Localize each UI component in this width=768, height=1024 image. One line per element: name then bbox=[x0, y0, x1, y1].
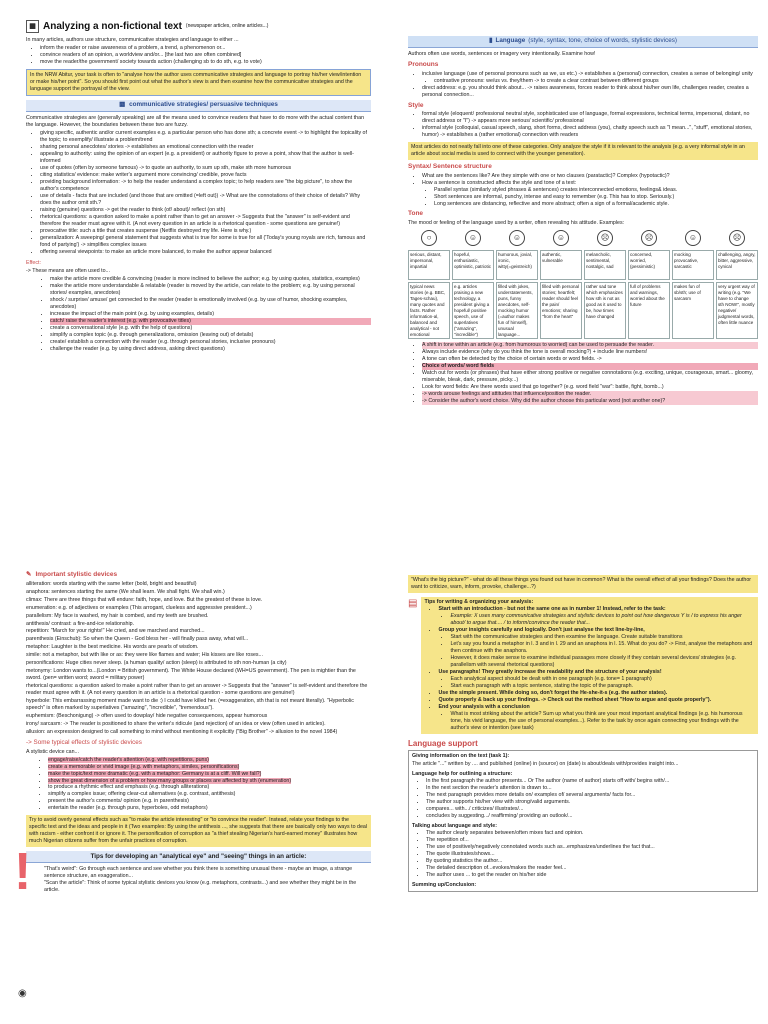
list-item: • contrastive pronouns: we/us vs. they/them -> to create a clear contrast between different groups bbox=[434, 78, 758, 85]
device-entry: metonymy: London wants to...(London = British government). The White House declared (WH=US government). The pen is mightier than the sword. (pen= written word; sword = military power) bbox=[26, 668, 356, 682]
big-picture-note: "What's the big picture?" - what do all these things you found out have in common? What is the overall effect of all your findings? Does the author want to criticize, warn, inform, provoke, challenge...?) bbox=[408, 575, 758, 593]
list-item: • engage/raise/catch the reader's attention (e.g. with repetitions, puns) bbox=[48, 757, 371, 764]
list-item: • raising (genuine) questions -> get the reader to think (of/ about)/ reflect (on sth) bbox=[40, 207, 371, 214]
list-item: "Scan the article": Think of some typical stylistic devices you know (e.g. metaphors, contrasts...) and see whether they might be in the article. bbox=[44, 880, 357, 894]
sad-face-icon: ☹ bbox=[597, 230, 613, 246]
list-item: • Quote properly & back up your findings. -> Check out the method sheet "How to argue and quote properly"). bbox=[438, 697, 755, 704]
devices-heading: ✎ Important stylistic devices bbox=[26, 571, 118, 578]
device-entry: alliteration: words starting with the same letter (bold, bright and beautiful) bbox=[26, 580, 197, 587]
list-item: • giving specific, authentic and/or current examples e.g. a particular person who has done sth; a concrete event -> to highlight the topicality of the topic; to exemplify/ illustrate a problem/trend bbox=[40, 130, 371, 144]
list-item: • increase the impact of the main point (e.g. by using examples, details) bbox=[50, 311, 371, 318]
list-item: • Parallel syntax (similarly styled phrases & sentences) creates interconnected emotions, feelings& ideas. bbox=[434, 187, 758, 194]
device-entry: simile: not a metaphor, but with like or as: they were like flames and water; His kisses are like roses... bbox=[26, 652, 263, 659]
avoid-note: Try to avoid overly general effects such as "to make the article interesting" or "to convince the reader". Instead, relate your findings to the specific text and the ideas and people in it (Two examples: By using the antithesis ..., she suggests that there are basically only two ways to deal with racism - either confront it or ignore it. The personification of corruption as "a thief stealing Nigerian's hard-earned money" illustrates how much Nigerian citizens suffer from the unfair practices of corruption. bbox=[26, 815, 371, 847]
device-entry: parallelism: My face is washed, my hair is combed, and my teeth are brushed. bbox=[26, 612, 209, 619]
worried-face-icon: ☹ bbox=[641, 230, 657, 246]
effects-list bbox=[26, 276, 371, 353]
devices-list bbox=[26, 581, 371, 737]
device-entry: climax: There are three things that will endure: faith, hope, and love. But the greatest of these is love. bbox=[26, 596, 263, 603]
tone-example: full of problems and warnings, worried about the future bbox=[628, 282, 670, 339]
list-item: • Start with the communicative strategies and then examine the language. Create suitable transitions bbox=[450, 634, 755, 641]
list-item: • The author uses ... to get the reader on his/her side bbox=[426, 872, 754, 879]
list-item: • informal style (colloquial, casual speech, slang, short forms, direct address (you), chatty speech such as "I mean...", "stuff", emotional stories, humor) -> establishes a (rather emotional) connection with readers bbox=[422, 125, 758, 139]
device-entry: repetition: "March for your rights!" He cried, and we marched and marched... bbox=[26, 628, 205, 635]
language-intro: Authors often use words, sentences or imagery very intentionally. Examine how! bbox=[408, 51, 596, 57]
tone-table bbox=[408, 250, 758, 339]
tone-example: filled with jokes, understatements, puns, funny anecdotes, self-mocking humor (=author makes fun of himself), unusual language... bbox=[496, 282, 538, 339]
list-item: • How a sentence is constructed affects the style and tone of a text: bbox=[422, 180, 758, 187]
syntax-list bbox=[408, 173, 758, 208]
list-item: • generalization: A sweeping/ general statement that suggests what is true for some is true for all ('Today's young royals are rich, famous and fond of partying') -> simplifies complex issues bbox=[40, 235, 371, 249]
language-support-heading: Language support bbox=[408, 738, 478, 748]
speech-bubble-icon: ▮ bbox=[489, 37, 493, 45]
tips-list bbox=[26, 866, 371, 894]
device-effects-list bbox=[26, 757, 371, 813]
main-title: ▦ Analyzing a non-fictional text (newspaper articles, online articles...) bbox=[26, 20, 371, 33]
list-item: • appealing to authority: using the opinion of an expert (e.g. a president) or authority figure to prove a point, show that the author is well-informed bbox=[40, 151, 371, 165]
list-item: • Let's say you found a metaphor in l. 3 and in l. 29 and an anaphora in l. 15. What do you do? -> First, analyse the metaphors and then continue with the anaphora. bbox=[450, 641, 755, 655]
list-item: • Choice of words/ word fields bbox=[422, 363, 758, 370]
tone-cell: concerned, worried, (pessimistic) bbox=[628, 250, 670, 280]
pencil-icon: ✎ bbox=[26, 571, 32, 578]
list-item: • What is most striking about the article? Sum up what you think are your most important analytical findings (e.g. his humorous tone, his vivid language, the use of personal examples...). Refer to the task by once again connecting your findings with the author's view or intention (see task) bbox=[450, 711, 755, 732]
list-item: • Start each paragraph with a topic sentence, stating the topic of the paragraph. bbox=[450, 683, 755, 690]
tone-intro: The mood or feeling of the language used by a writer, often revealing his attitude. Examples: bbox=[408, 220, 625, 227]
device-entry: personifications: Huge cities never sleep. (a human quality/ action (sleep) is attributed to sth non-human (a city) bbox=[26, 660, 287, 667]
giving-info-heading: Giving information on the text (task 1): bbox=[412, 753, 510, 760]
list-item: • Use the simple present. While doing so, don't forget the He-she-it-s (e.g. the author states). bbox=[438, 690, 755, 697]
list-item: • A shift in tone within an article (e.g. from humorous to worried) can be used to persuade the reader. bbox=[422, 342, 758, 349]
effects-intro: A stylistic device can... bbox=[26, 748, 79, 755]
sincere-face-icon: ☺ bbox=[553, 230, 569, 246]
intro-list bbox=[26, 45, 371, 66]
list-item: • make the topic/text more dramatic (e.g. with a metaphor: Germany is at a cliff. Will we fall?) bbox=[48, 771, 371, 778]
intro-text: In many articles, authors use structure, communicative strategies and language to either ... bbox=[26, 37, 239, 44]
language-section bbox=[408, 32, 758, 532]
list-item: • direct address: e.g. you should think about... -> raises awareness, forces reader to think about his/her own life, challenges reader, creates a personal connection... bbox=[422, 85, 758, 99]
tone-heading: Tone bbox=[408, 210, 424, 218]
list-item: • create/ establish a connection with the reader (e.g. through personal stories, inclusive pronouns) bbox=[50, 339, 371, 346]
handshake-icon: ▤ bbox=[408, 597, 418, 609]
writing-tips-list bbox=[424, 606, 755, 732]
chart-icon: ▩ bbox=[119, 101, 126, 109]
list-item: • Use paragraphs! They greatly increase the readability and the structure of your analysis! bbox=[438, 669, 755, 676]
tone-cell: mocking provocative, sarcastic bbox=[672, 250, 714, 280]
effect-intro: -> These means are often used to... bbox=[26, 267, 110, 274]
tone-faces bbox=[408, 230, 758, 248]
device-entry: parenthesis (Einschub): So when the Queen - God bless her - will finally pass away, what will... bbox=[26, 636, 249, 643]
device-entry: hyperbole: This embarrassing moment made want to die :) I could have killed her. (=exaggeration, sth that is not meant literally). "Hyperbolic speech" is often marked by superlatives ("amazing", "incredible", "tremendous"). bbox=[26, 698, 354, 712]
outline-list bbox=[412, 778, 754, 820]
list-item: • Watch out for words (or phrases) that have either strong positive or negative connotations (e.g. exciting, unique, courageous, smart... gloomy, miserable, bleak, dark, pressure, picky...) bbox=[422, 370, 758, 384]
list-item: • inclusive language (use of personal pronouns such as we, us etc.) -> establishes a (personal) connection, creates a sense of belonging/ unity bbox=[422, 71, 758, 78]
list-item: • Short sentences are informal, punchy, intense and easy to remember (e.g. This has to stop. Seriously.) bbox=[434, 194, 758, 201]
list-item: • Example: X uses many communicative strategies and stylistic devices to point out how dangerous Y is / to express his anger about/ to argue that.... / to inform/convince the reader that... bbox=[450, 613, 755, 627]
writing-tips-section bbox=[408, 572, 758, 1024]
list-item: • sharing personal anecdotes/ stories -> establishes an emotional connection with the reader bbox=[40, 144, 371, 151]
effect-label: Effect: bbox=[26, 259, 41, 266]
list-item: • create a memorable or vivid image (e.g. with metaphors, similes, personifications) bbox=[48, 764, 371, 771]
list-item: • entertain the reader (e.g. through puns, hyperboles, odd metaphors) bbox=[48, 805, 371, 812]
style-note: Most articles do not neatly fall into one of these categories. Only analyze the style if it is relevant to the analysis (e.g. a very informal style in an article about social media is used to connect with the younger generation). bbox=[408, 142, 758, 160]
list-item: • providing background information: -> to help the reader understand a complex topic; to help readers see "the big picture", to show the author's competence bbox=[40, 179, 371, 193]
device-entry: allusion: an expression designed to call something to mind without mentioning it explicitly ("Big Brother" -> allusion to the novel 1984) bbox=[26, 729, 338, 736]
tone-cell: authentic, vulnerable bbox=[540, 250, 582, 280]
list-item: • formal style (eloquent/ professional neutral style, sophisticated use of language, formal expressions, technical terms, impersonal, distant, no direct address or "I") -> appears more serious/ scientific/ professional bbox=[422, 111, 758, 125]
list-item: • move the reader/the government/ society towards action (challenging sb to do sth, e.g. to vote) bbox=[40, 59, 371, 66]
list-item: • make the article more understandable & relatable (reader is moved by the article, can relate to the problem; e.g. by using personal stories/ examples, anecdotes) bbox=[50, 283, 371, 297]
stylistic-devices-section bbox=[26, 568, 371, 1024]
tone-cell: challenging, angry, bitter, aggressive, cynical bbox=[716, 250, 758, 280]
mocking-face-icon: ☺ bbox=[685, 230, 701, 246]
tips-block bbox=[408, 597, 758, 734]
tone-cell: serious, distant, impersonal, impartial bbox=[408, 250, 450, 280]
list-item: • to produce a rhythmic effect and emphasis (e.g. through alliterations) bbox=[48, 784, 371, 791]
list-item: • The detailed description of...evokes/makes the reader feel... bbox=[426, 865, 754, 872]
list-item: • simplify a complex topic (e.g. through generalizations, omission (leaving out) of details) bbox=[50, 332, 371, 339]
giving-info-text: The article "..." written by .... and published (online) in (source) on (date) is about/deals with/provides insight into... bbox=[412, 761, 679, 768]
talking-list bbox=[412, 830, 754, 879]
tone-example: filled with personal stories; heartfelt; reader should feel the pain/ emotions; sharing "from the heart" bbox=[540, 282, 582, 339]
list-item: • Each analytical aspect should be dealt with in one paragraph (e.g. tone= 1 paragraph) bbox=[450, 676, 755, 683]
list-item: • Long sentences are distancing, reflective and more abstract; often a sign of a formal/academic style. bbox=[434, 201, 758, 208]
hopeful-face-icon: ☺ bbox=[465, 230, 481, 246]
language-header: ▮ Language (style, syntax, tone, choice of words, stylistic devices) bbox=[408, 36, 758, 48]
list-item: • simplify a complex issue; offering clear-cut alternatives (e.g. contrast, antithesis) bbox=[48, 791, 371, 798]
tone-example: rather sad tone which emphasizes how sth is not as good as it used to be, how times have changed bbox=[584, 282, 626, 339]
list-item: • compares... with.../ criticizes/ illustrates/... bbox=[426, 806, 754, 813]
strategies-list bbox=[26, 130, 371, 256]
list-item: • use of details - facts that are included (and those that are omitted (=left out)) -> What are the connotations of their choice of details? Why does the author omit sth.? bbox=[40, 193, 371, 207]
list-item: • shock / surprise/ amuse/ get connected to the reader (reader is emotionally involved (e.g. by use of humor, shocking examples, anecdotes) bbox=[50, 297, 371, 311]
list-item: • Always include evidence (why do you think the tone is overall mocking?) + include line numbers! bbox=[422, 349, 758, 356]
support-box bbox=[408, 750, 758, 892]
list-item: • However, it does make sense to examine individual passages more closely if they contain several devices/ strategies (e.g. parallelism with several rhetorical questions) bbox=[450, 655, 755, 669]
strategies-intro: Communicative strategies are (generally speaking) are all the means used to convince readers that have to do more with the actual content than the language. However, the boundaries between these two are fuzzy. bbox=[26, 115, 365, 129]
list-item: • citing statistics/ evidence: make writer's argument more convincing/ credible, prove facts bbox=[40, 172, 371, 179]
style-heading: Style bbox=[408, 101, 424, 109]
list-item: • offering several viewpoints: to make an article more balanced, to make the author appear balanced bbox=[40, 249, 371, 256]
tone-notes bbox=[408, 342, 758, 405]
device-entry: irony/ sarcasm: -> The reader is positioned to share the writer's ridicule (and rejection) of an idea or view (often used in articles). bbox=[26, 721, 326, 728]
list-item: • Start with an introduction - but not the same one as in number 1! Instead, refer to the task: bbox=[438, 606, 755, 613]
list-item: "That's weird": Go through each sentence and see whether you think there is something unusual there - maybe an image, a strange sentence structure, an exaggeration... bbox=[44, 866, 353, 880]
list-item: • The use of positively/negatively connotated words such as...emphasizes/underlines the fact that... bbox=[426, 844, 754, 851]
list-item: • Group your insights carefully and logically. Don't just analyse the text line-by-line, bbox=[438, 627, 755, 634]
pronouns-heading: Pronouns bbox=[408, 60, 439, 68]
nrw-note: In the NRW Abitur, your task is often to "analyse how the author uses communicative strategies and language to portray his/her view/intention or make his/her point". So you should first point out what the author's view is and then examine how the communicative strategies and the language support the portrayal of the view. bbox=[26, 69, 371, 96]
syntax-heading: Syntax/ Sentence structure bbox=[408, 162, 492, 170]
list-item: • A tone can often be detected by the choice of certain words or word fields. -> bbox=[422, 356, 758, 363]
device-entry: rhetorical questions: a question asked to make a point rather than to get an answer -> Suggests that the "answer" is self-evident and therefore the reader must agree with it. (A not every question in an article is a rhetorical question - some questions are genuine!) bbox=[26, 683, 368, 697]
tone-cell: humorous, jovial, ironic, witty(=geistreich) bbox=[496, 250, 538, 280]
list-item: • End your analysis with a conclusion bbox=[438, 704, 755, 711]
talking-heading: Talking about language and style: bbox=[412, 823, 497, 830]
exclamation-icon: ! bbox=[14, 843, 32, 901]
list-item: • convince readers of an opinion, a worldview and/or... [the last two are often combined] bbox=[40, 52, 371, 59]
list-item: • The author supports his/her view with strong/valid arguments. bbox=[426, 799, 754, 806]
list-item: • provocative title: such a title that creates suspense (Netflix destroyed my life. Here is why.) bbox=[40, 228, 371, 235]
list-item: • concludes by suggesting.../ reaffirming/ providing an outlook/... bbox=[426, 813, 754, 820]
newspaper-icon: ▦ bbox=[26, 20, 39, 33]
tone-cell: melancholic, sentimental, nostalgic, sad bbox=[584, 250, 626, 280]
list-item: • What are the sentences like? Are they simple with one or two clauses (paratactic)? Complex (hypotactic)? bbox=[422, 173, 758, 180]
list-item: • create a conversational style (e.g. with the help of questions) bbox=[50, 325, 371, 332]
list-item: • make the article more credible & convincing (reader is more inclined to believe the author; e.g. by using quotes, statistics, examples) bbox=[50, 276, 371, 283]
list-item: • present the author's comments/ opinion (e.g. in parenthesis) bbox=[48, 798, 371, 805]
strategies-header: ▩ communicative strategies/ persuasive techniques bbox=[26, 100, 371, 112]
list-item: • show the great dimension of a problem or how many groups or places are affected by sth (enumeration) bbox=[48, 778, 371, 785]
tone-cell: hopeful, enthusiastic, optimistic, patriotic bbox=[452, 250, 494, 280]
list-item: • -> words arouse feelings and attitudes that influence/position the reader. bbox=[422, 391, 758, 398]
list-item: • inform the reader or raise awareness of a problem, a trend, a phenomenon or... bbox=[40, 45, 371, 52]
eye-icon: ◉ bbox=[18, 988, 27, 999]
device-entry: antithesis/ contrast: a fire-and-ice relationship. bbox=[26, 620, 135, 627]
tone-example: typical news stories (e.g. BBC, Tages-schau), many quotes and facts. Rather information-al, balanced and analytical - not emotional bbox=[408, 282, 450, 339]
list-item: • use of quotes (often by someone famous) -> to quote an authority, to sum up sth, make sth more humorous bbox=[40, 165, 371, 172]
tone-example: makes fun of sb/sth; use of sarcasm bbox=[672, 282, 714, 339]
list-item: • The repetition of... bbox=[426, 837, 754, 844]
angry-face-icon: ☹ bbox=[729, 230, 745, 246]
list-item: • catch/ raise the reader's interest (e.g. with provocative titles) bbox=[50, 318, 371, 325]
serious-face-icon: ○ bbox=[421, 230, 437, 246]
list-item: • In the first paragraph the author presents... Or The author (name of author) starts off with/ begins with/... bbox=[426, 778, 754, 785]
device-entry: enumeration: e.g. of adjectives or examples (This arrogant, clueless and aggressive president...) bbox=[26, 604, 252, 611]
list-item: • Look for word fields: Are there words used that go together? (e.g. word field "war": battle, fight, bomb...) bbox=[422, 384, 758, 391]
list-item: • rhetorical questions: a question asked to make a point rather than to get an answer -> Suggests that the "answer" is self-evident and therefore the reader must agree with it. (A not every question in an article is a rhetorical question - some questions are genuine!) bbox=[40, 214, 371, 228]
laughing-face-icon: ☺ bbox=[509, 230, 525, 246]
pronouns-list bbox=[408, 71, 758, 99]
outline-heading: Language help for outlining a structure: bbox=[412, 771, 513, 778]
tips-header: Tips for developing an "analytical eye" and "seeing" things in an article: bbox=[26, 851, 371, 863]
list-item: • By quoting statistics the author... bbox=[426, 858, 754, 865]
list-item: • The next paragraph provides more details on/ examples of/ several arguments/ facts for... bbox=[426, 792, 754, 799]
effects-heading: -> Some typical effects of stylistic devices bbox=[26, 739, 142, 747]
analysis-section bbox=[26, 20, 371, 540]
device-entry: metaphor: Laughter is the best medicine. His words are pearls of wisdom. bbox=[26, 644, 199, 651]
tone-example: very urgent way of writing (e.g. "We have to change sth NOW!", mostly negative/ judgmental words, often little nuance bbox=[716, 282, 758, 339]
list-item: • In the next section the reader's attention is drawn to... bbox=[426, 785, 754, 792]
summing-heading: Summing up/Conclusion: bbox=[412, 881, 477, 888]
list-item: • The author clearly separates between/often mixes fact and opinion. bbox=[426, 830, 754, 837]
list-item: • -> Consider the author's word choice. Why did the author choose this particular word (not another one)? bbox=[422, 398, 758, 405]
device-entry: euphemism: (Beschonigung) -> often used to dowplay/ hide negative consequences, appear humorous bbox=[26, 713, 268, 720]
tips-heading: Tips for writing & organizing your analysis: bbox=[424, 598, 534, 605]
style-list bbox=[408, 111, 758, 139]
list-item: • challenge the reader (e.g. by using direct address, asking direct questions) bbox=[50, 346, 371, 353]
tone-example: e.g. articles praising a new technology, a president giving a hopeful/ positive speech, use of superlatives ("amazing", "incredible") bbox=[452, 282, 494, 339]
device-entry: anaphora: sentences starting the same (We shall learn. We shall fight. We shall win.) bbox=[26, 588, 225, 595]
list-item: • The quote illustrates/shows... bbox=[426, 851, 754, 858]
